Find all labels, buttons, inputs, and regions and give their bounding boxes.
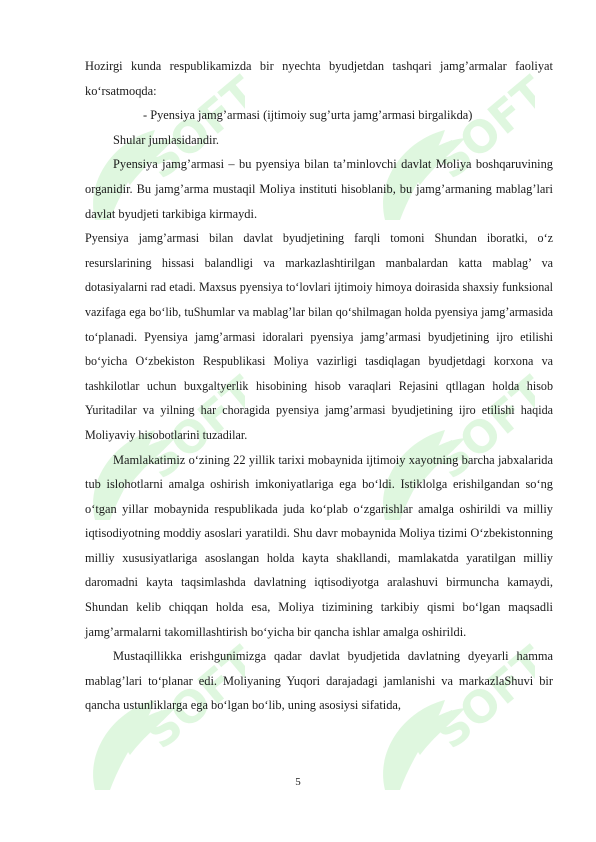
svg-text:SOFT: SOFT (135, 640, 245, 760)
svg-text:SOFT: SOFT (425, 370, 535, 490)
paragraph: Hozirgi kunda respublikamizda bir nyechta byudjetdan tashqari jamg’armalar faoliyat ko‘rsatmoqda: (85, 59, 553, 98)
svg-text:SOFT: SOFT (425, 70, 535, 190)
svg-text:SOFT: SOFT (425, 640, 535, 760)
svg-text:SOFT: SOFT (135, 370, 245, 490)
list-item: - Pyensiya jamg’armasi (ijtimoiy sug’urta jamg’armasi birgalikda) (143, 108, 473, 123)
document-body (85, 54, 553, 718)
paragraph: Shular jumlasidandir. (113, 132, 219, 147)
paragraph: Mustaqillikka erishgunimizga qadar davlat byudjetida davlatning dyeyarli hamma mablag’lari to‘planar edi. Moliyaning Yuqori darajadagi jamlanishi va markazlaShuvi bir qancha ustunliklarga ega bo‘lgan bo‘lib, uning asosiysi sifatida, (85, 649, 553, 713)
paragraph: Pyensiya jamg’armasi bilan davlat byudjetining farqli tomoni Shundan iboratki, o‘z resurslarining hissasi balandligi va markazlashtirilgan manbalardan katta mablag’ va dotasiyalarni rad etadi. Maxsus pyensiya to‘lovlari ijtimoiy himoya doirasida shaxsiy funksional vazifaga ega bo‘lib, tuShumlar va mablag’lar bilan qo‘shilmagan holda pyensiya jamg’armasida to‘planadi. Pyensiya jamg’armasi idoralari pyensiya jamg’armasi byudjetining ijro etilishi bo‘yicha O‘zbekiston Respublikasi Moliya vazirligi tasdiqlagan byudjetdagi korxona va tashkilotlar uchun buxgaltyerlik hisobining hisob varaqlari Rejasini qtllagan holda hisob Yuritadilar va yilning har choragida pyensiya jamg’armasi byudjetining ijro etilishi haqida Moliyaviy hisobotlarini tuzadilar. (85, 231, 553, 442)
paragraph: Pyensiya jamg’armasi – bu pyensiya bilan ta’minlovchi davlat Moliya boshqaruvining organidir. Bu jamg’arma mustaqil Moliya instituti hisoblanib, bu jamg’armaning mablag’lari davlat byudjeti tarkibiga kirmaydi. (85, 157, 553, 221)
svg-text:SOFT: SOFT (135, 70, 245, 190)
page-number: 5 (295, 776, 301, 788)
paragraph: Mamlakatimiz o‘zining 22 yillik tarixi mobaynida ijtimoiy xayotning barcha jabxalarida tub islohotlarni amalga oshirish imkoniyatlariga ega bo‘ldi. Istiklolga erishilgandan so‘ng o‘tgan yillar mobaynida respublikada juda ko‘plab o‘zgarishlar amalga oshirildi va milliy iqtisodiyotning moddiy asoslari yaratildi. Shu davr mobaynida Moliya tizimi O‘zbekistonning milliy xususiyatlariga asoslangan holda kayta shakllandi, mamlakatda yaratilgan milliy daromadni kayta taqsimlashda davlatning iqtisodiyotga aralashuvi birmuncha kamaydi, Shundan kelib chiqqan holda esa, Moliya tizimining tarkibiy qismi bo‘lgan maqsadli jamg’armalarni takomillashtirish bo‘yicha bir qancha ishlar amalga oshirildi. (85, 452, 553, 639)
